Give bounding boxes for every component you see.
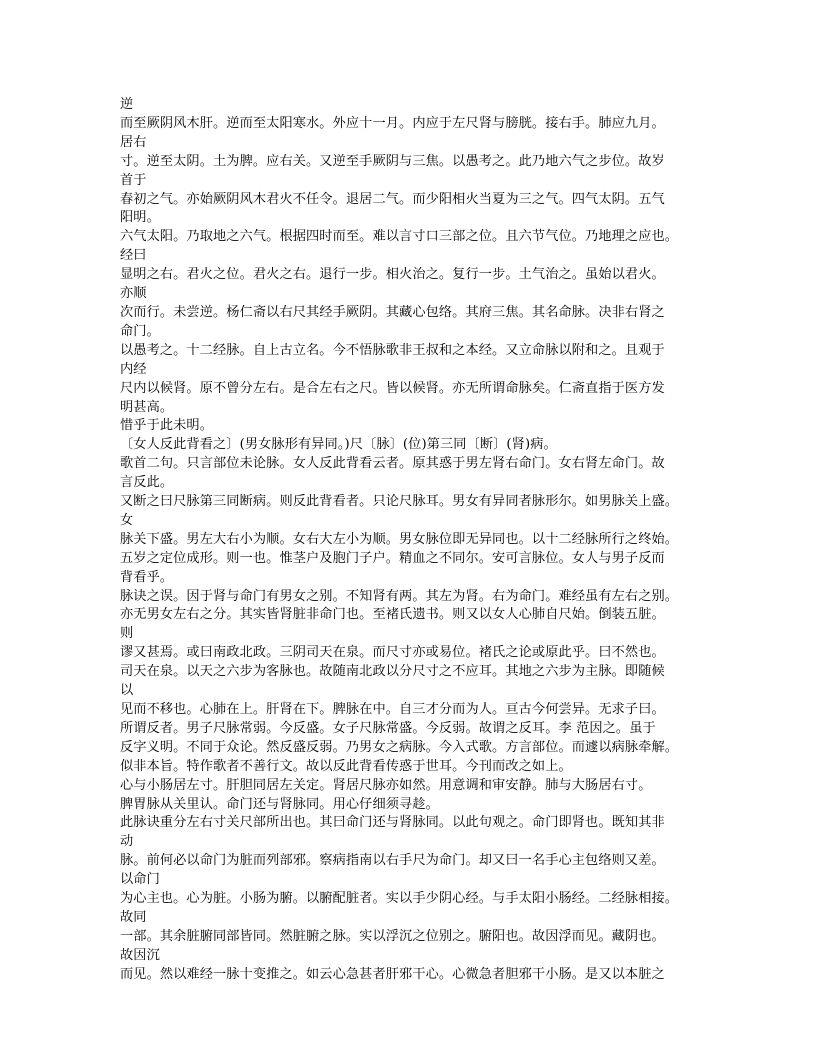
text-line: 背看乎。 — [120, 569, 174, 585]
text-line: 春初之气。亦始厥阴风木君火不任令。退居二气。而少阳相火当夏为三之气。四气太阴。五气 — [120, 191, 665, 207]
text-line: 反字义明。不同于众论。然反盛反弱。乃男女之病脉。今入式歌。方言部位。而遽以病脉牵解。 — [120, 739, 679, 755]
text-line: 又断之曰尺脉第三同断病。则反此背看者。只论尺脉耳。男女有异同者脉形尔。如男脉关上盛。 — [120, 494, 679, 510]
text-line: 歌首二句。只言部位未论脉。女人反此背看云者。原其惑于男左肾右命门。女右肾左命门。故 — [120, 456, 665, 472]
text-line: 此脉诀重分左右寸关尺部所出也。其曰命门还与肾脉同。以此句观之。命门即肾也。既知其非 — [120, 815, 665, 831]
text-line: 经曰 — [120, 248, 147, 264]
text-line: 女 — [120, 512, 134, 528]
text-line: 五岁之定位成形。则一也。惟茎户及胞门子户。精血之不同尔。安可言脉位。女人与男子反而 — [120, 550, 665, 566]
text-line: 以命门 — [120, 872, 160, 888]
text-line: 居右 — [120, 134, 147, 150]
text-line: 次而行。未尝逆。杨仁斋以右尺其经手厥阴。其藏心包络。其府三焦。其名命脉。决非右肾之 — [120, 304, 665, 320]
text-line: 而见。然以难经一脉十变推之。如云心急甚者肝邪干心。心微急者胆邪干小肠。是又以本脏之 — [120, 966, 665, 982]
text-line: 亦无男女左右之分。其实皆肾脏非命门也。至褚氏遗书。则又以女人心肺自尺始。倒装五脏。 — [120, 607, 665, 623]
text-line: 命门。 — [120, 323, 160, 339]
text-line: 为心主也。心为脏。小肠为腑。以腑配脏者。实以手少阴心经。与手太阳小肠经。二经脉相接。 — [120, 891, 679, 907]
text-line: 脾胃脉从关里认。命门还与肾脉同。用心仔细须寻趁。 — [120, 796, 439, 812]
text-line: 言反此。 — [120, 475, 174, 491]
text-line: 惜乎于此未明。 — [120, 418, 214, 434]
text-line: 首于 — [120, 172, 147, 188]
text-line: 心与小肠居左寸。肝胆同居左关定。肾居尺脉亦如然。用意调和审安静。肺与大肠居右寸。 — [120, 777, 652, 793]
text-line: 内经 — [120, 361, 147, 377]
text-line: 脉诀之误。因于肾与命门有男女之别。不知肾有两。其左为肾。右为命门。难经虽有左右之别。 — [120, 588, 679, 604]
text-line: 以愚考之。十二经脉。自上古立名。今不悟脉歌非王叔和之本经。又立命脉以附和之。且观于 — [120, 342, 665, 358]
text-line: 所谓反者。男子尺脉常弱。今反盛。女子尺脉常盛。今反弱。故谓之反耳。李 范因之。虽于 — [120, 720, 656, 736]
text-line: 见而不移也。心肺在上。肝肾在下。脾脉在中。自三才分而为人。亘古今何尝异。无求子曰。 — [120, 702, 665, 717]
text-line: 故因沉 — [120, 947, 160, 963]
text-line: 似非本旨。特作歌者不善行文。故以反此背看传惑于世耳。今刊而改之如上。 — [120, 758, 572, 774]
text-line: 脉。前何必以命门为脏而列部邪。察病指南以右手尺为命门。却又曰一名手心主包络则又差。 — [120, 853, 665, 869]
text-line: 一部。其余脏腑同部皆同。然脏腑之脉。实以浮沉之位别之。腑阳也。故因浮而见。藏阴也。 — [120, 928, 665, 944]
text-line: 六气太阳。乃取地之六气。根据四时而至。难以言寸口三部之位。且六节气位。乃地理之应也。 — [120, 229, 679, 245]
text-line: 〔女人反此背看之〕(男女脉形有异同。)尺〔脉〕(位)第三同〔断〕(肾)病。 — [120, 437, 557, 453]
text-line: 逆 — [120, 97, 134, 112]
text-line: 明甚高。 — [120, 399, 174, 415]
text-line: 故同 — [120, 909, 147, 925]
text-line: 尺内以候肾。原不曾分左右。是合左右之尺。皆以候肾。亦无所谓命脉矣。仁斋直指于医方发 — [120, 380, 665, 396]
text-line: 以 — [120, 683, 134, 699]
text-line: 脉关下盛。男左大右小为顺。女右大左小为顺。男女脉位即无异同也。以十二经脉所行之终始。 — [120, 531, 679, 547]
text-line: 亦顺 — [120, 286, 147, 302]
document-page — [120, 96, 700, 985]
text-line: 寸。逆至太阴。土为脾。应右关。又逆至手厥阴与三焦。以愚考之。此乃地六气之步位。故岁 — [120, 153, 665, 169]
text-line: 则 — [120, 626, 134, 642]
text-line: 阳明。 — [120, 210, 160, 226]
text-line: 而至厥阴风木肝。逆而至太阳寒水。外应十一月。内应于左尺肾与膀胱。接右手。肺应九月。 — [120, 115, 665, 131]
text-line: 显明之右。君火之位。君火之右。退行一步。相火治之。复行一步。土气治之。虽始以君火。 — [120, 267, 665, 283]
text-line: 谬又甚焉。或曰南政北政。三阴司天在泉。而尺寸亦或易位。褚氏之论或原此乎。曰不然也。 — [120, 645, 665, 661]
text-line: 动 — [120, 834, 134, 850]
text-line: 司天在泉。以天之六步为客脉也。故随南北政以分尺寸之不应耳。其地之六步为主脉。即随候 — [120, 664, 665, 680]
